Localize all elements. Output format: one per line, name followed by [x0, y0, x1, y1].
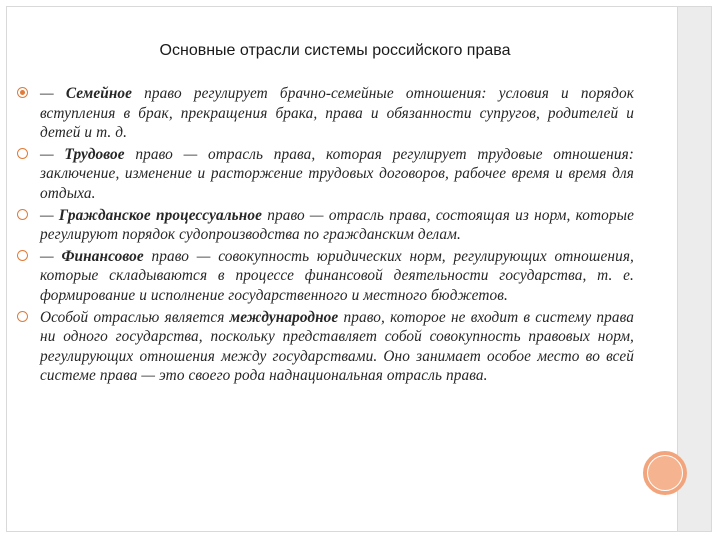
- right-side-panel: [678, 7, 711, 531]
- bullet-marker-icon: [17, 87, 28, 98]
- bullet-text: — Финансовое право — совокупность юридических норм, регулирующих отношения, которые складываются в процессе финансовой деятельности государства, т. е. формирование и исполнение государственного и местного бюджетов.: [40, 247, 634, 304]
- bullet-term: Финансовое: [61, 247, 144, 265]
- bullet-item-labor-law: [14, 145, 634, 204]
- decorative-circle-fill: [648, 456, 682, 490]
- bullet-marker-icon: [17, 209, 28, 220]
- bullet-marker-icon: [17, 250, 28, 261]
- bullet-item-financial-law: [14, 247, 634, 306]
- bullet-item-international-law: [14, 308, 634, 386]
- bullet-marker-icon: [17, 148, 28, 159]
- slide-title: Основные отрасли системы российского права: [159, 42, 511, 59]
- bullet-marker-icon: [17, 311, 28, 322]
- bullet-text: Особой отраслью является международное право, которое не входит в систему права ни одного государства, поскольку представляет собой совокупность правовых норм, регулирующих отношения между государствами. Оно занимает особое место во всей системе права — это своего рода наднациональная отрасль права.: [40, 308, 634, 385]
- bullet-text: — Семейное право регулирует брачно-семейные отношения: условия и порядок вступления в брак, прекращения брака, права и обязанности супругов, родителей и детей и т. д.: [40, 85, 634, 142]
- bullet-term: Трудовое: [64, 145, 125, 163]
- bullet-term: международное: [229, 308, 339, 326]
- bullet-term: Семейное: [65, 85, 133, 102]
- bullet-term: Гражданское процессуальное: [58, 206, 262, 224]
- bullet-text: — Трудовое право — отрасль права, которая регулирует трудовые отношения: заключение, изменение и расторжение трудовых договоров, рабочее время и время для отдыха.: [40, 145, 634, 202]
- bullet-item-family-law: [14, 84, 634, 143]
- bullet-item-civil-procedure-law: [14, 206, 634, 245]
- bullet-text: — Гражданское процессуальное право — отрасль права, состоящая из норм, которые регулируют порядок судопроизводства по гражданским делам.: [40, 206, 634, 244]
- bullet-list: [14, 84, 634, 388]
